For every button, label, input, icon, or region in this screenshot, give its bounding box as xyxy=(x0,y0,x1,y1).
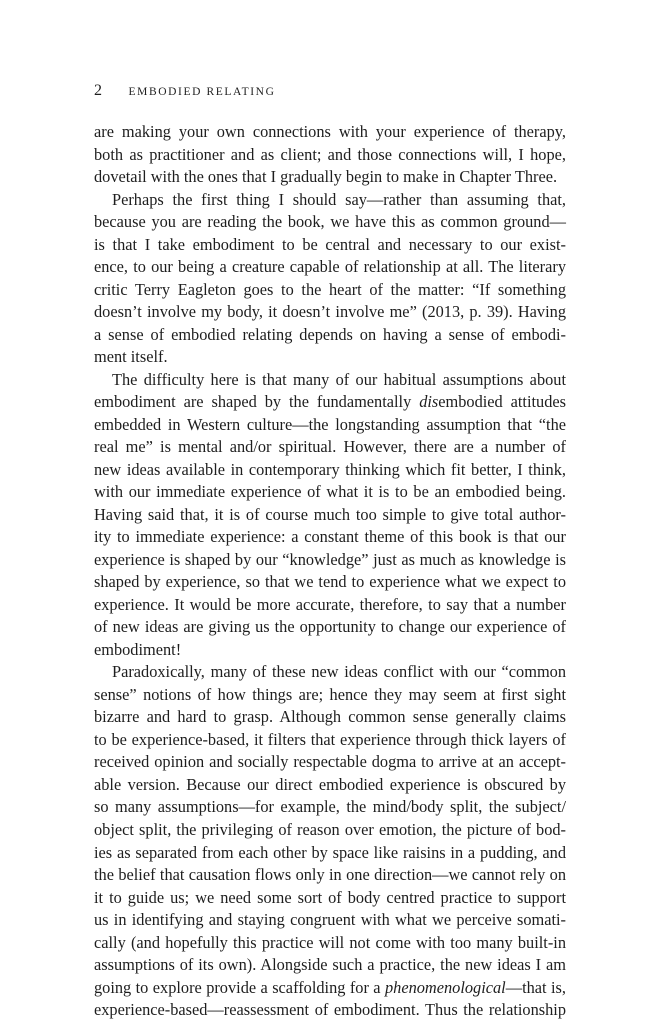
text-line: received opinion and socially respectable dogma to arrive at an accept- xyxy=(94,752,566,772)
text-line: experience-based—reassessment of embodiment. Thus the relationship xyxy=(94,1000,566,1020)
text-line: ment itself. xyxy=(94,347,168,367)
text-run: embodiment are shaped by the fundamentally xyxy=(94,392,420,412)
text-line: it to guide us; we need some sort of body centred practice to support xyxy=(94,887,566,907)
running-title: EMBODIED RELATING xyxy=(128,86,276,98)
text-line: both as practitioner and as client; and those connections will, I hope, xyxy=(94,144,566,164)
text-line: Paradoxically, many of these new ideas conflict with our “common xyxy=(112,662,566,682)
text-line: sense” notions of how things are; hence they may seem at first sight xyxy=(94,684,566,704)
text-line: of new ideas are giving us the opportunity to change our experience of xyxy=(94,617,566,637)
text-run: —that is, xyxy=(505,977,566,997)
text-line: experience. It would be more accurate, therefore, to say that a number xyxy=(94,594,566,614)
text-line: new ideas available in contemporary thinking which fit better, I think, xyxy=(94,459,566,479)
text-line: critic Terry Eagleton goes to the heart of the matter: “If something xyxy=(94,279,566,299)
text-run: going to explore provide a scaffolding for a xyxy=(94,977,385,997)
text-line: a sense of embodied relating depends on having a sense of embodi- xyxy=(94,324,566,344)
text-line: embedded in Western culture—the longstanding assumption that “the xyxy=(94,414,566,434)
text-line: ity to immediate experience: a constant theme of this book is that our xyxy=(94,527,566,547)
running-head xyxy=(94,82,275,104)
body-text xyxy=(94,121,566,1022)
page-number: 2 xyxy=(94,82,103,99)
text-line xyxy=(94,977,566,1000)
text-line: the belief that causation flows only in one direction—we cannot rely on xyxy=(94,865,566,885)
text-line: cally (and hopefully this practice will not come with too many built-in xyxy=(94,932,566,952)
text-line: to be experience-based, it filters that experience through thick layers of xyxy=(94,729,566,749)
text-line: is that I take embodiment to be central and necessary to our exist- xyxy=(94,234,566,254)
text-line: are making your own connections with your experience of therapy, xyxy=(94,122,566,141)
text-line: embodiment! xyxy=(94,639,182,659)
text-line: able version. Because our direct embodied experience is obscured by xyxy=(94,774,566,794)
text-line: ies as separated from each other by space like raisins in a pudding, and xyxy=(94,842,566,862)
text-line: bizarre and hard to grasp. Although common sense generally claims xyxy=(94,707,566,727)
text-line: so many assumptions—for example, the mind/body split, the subject/ xyxy=(94,797,566,817)
text-line: ence, to our being a creature capable of relationship at all. The literary xyxy=(94,257,566,277)
italic-emphasis: phenomenological xyxy=(384,977,506,997)
text-line: Having said that, it is of course much too simple to give total author- xyxy=(94,504,566,524)
text-line: object split, the privileging of reason over emotion, the picture of bod- xyxy=(94,819,566,839)
text-line: The difficulty here is that many of our habitual assumptions about xyxy=(112,369,566,389)
text-line: assumptions of its own). Alongside such a practice, the new ideas I am xyxy=(94,955,566,975)
text-line: Perhaps the first thing I should say—rather than assuming that, xyxy=(112,189,566,209)
text-run: embodied attitudes xyxy=(438,392,566,412)
text-line: dovetail with the ones that I gradually begin to make in Chapter Three. xyxy=(94,167,558,187)
text-line: real me” is mental and/or spiritual. However, there are a number of xyxy=(94,437,566,457)
text-line: with our immediate experience of what it is to be an embodied being. xyxy=(94,482,566,502)
text-line: us in identifying and staying congruent with what we perceive somati- xyxy=(94,910,566,930)
text-line: doesn’t involve my body, it doesn’t involve me” (2013, p. 39). Having xyxy=(94,302,566,322)
text-line: shaped by experience, so that we tend to experience what we expect to xyxy=(94,572,566,592)
text-line xyxy=(94,391,566,414)
text-line: because you are reading the book, we have this as common ground— xyxy=(94,212,566,232)
italic-emphasis: dis xyxy=(419,392,439,412)
text-line: experience is shaped by our “knowledge” just as much as knowledge is xyxy=(94,549,566,569)
